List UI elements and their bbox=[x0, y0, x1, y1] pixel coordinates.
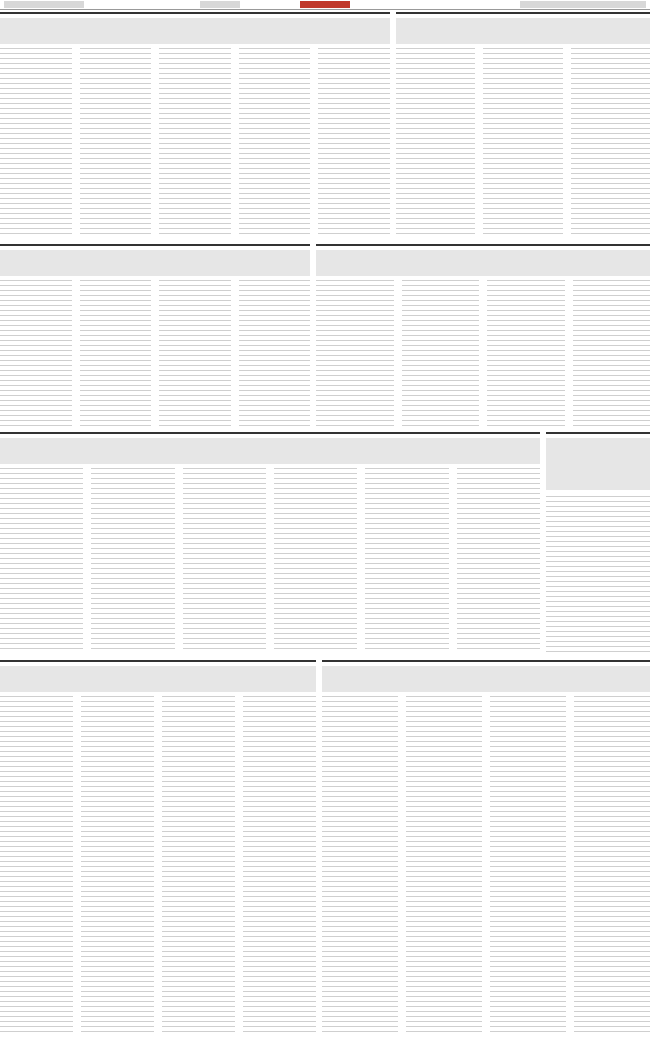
story-trend bbox=[316, 244, 650, 430]
masthead-left bbox=[4, 1, 84, 8]
masthead-dateline bbox=[520, 1, 646, 8]
story-headline bbox=[396, 18, 650, 44]
story-body bbox=[546, 496, 650, 652]
masthead bbox=[0, 0, 650, 10]
story-body bbox=[0, 280, 310, 426]
story-headline bbox=[322, 666, 650, 692]
story-headline bbox=[0, 250, 310, 276]
story-headline bbox=[316, 250, 650, 276]
story-body bbox=[322, 696, 650, 1034]
story-turnaround bbox=[322, 660, 650, 1038]
story-nsa bbox=[0, 660, 316, 1038]
story-headline bbox=[0, 18, 390, 44]
story-body bbox=[316, 280, 650, 426]
story-boat bbox=[546, 432, 650, 656]
masthead-tag bbox=[300, 1, 350, 8]
story-manpower bbox=[0, 244, 310, 430]
story-body bbox=[0, 48, 390, 236]
story-body bbox=[0, 468, 540, 652]
story-headline bbox=[546, 438, 650, 490]
story-headline bbox=[0, 438, 540, 464]
story-body bbox=[396, 48, 650, 236]
story-body bbox=[0, 696, 316, 1034]
story-offices bbox=[0, 12, 390, 240]
story-headline bbox=[0, 666, 316, 692]
story-hrw bbox=[0, 432, 540, 656]
masthead-section bbox=[200, 1, 240, 8]
story-highways bbox=[396, 12, 650, 240]
